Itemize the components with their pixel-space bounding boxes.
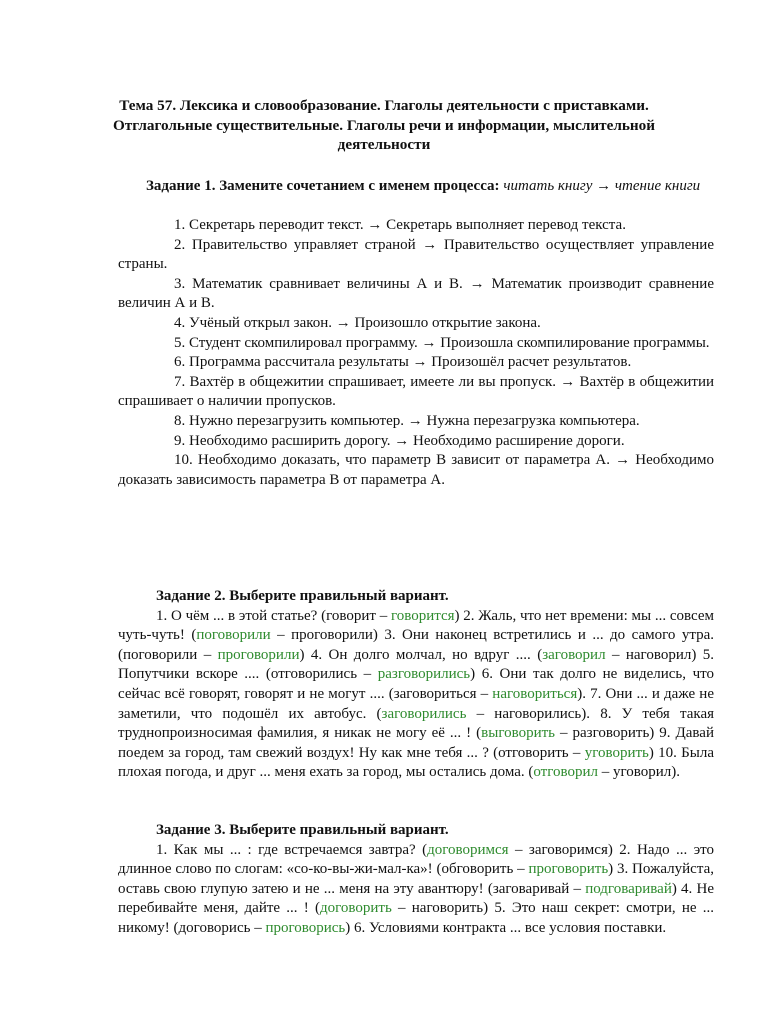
task2-answer: разговорились <box>377 666 471 683</box>
task2-answer: отговорил <box>533 764 599 781</box>
task2-exercise-text <box>118 607 714 783</box>
task3-answer: договорить <box>320 900 392 917</box>
task3-exercise-text <box>118 841 714 939</box>
task2-text-segment: – уговорил). <box>598 764 681 781</box>
task3-answer: проговорись <box>265 919 346 936</box>
task2-answer: наговориться <box>492 685 578 702</box>
task1-heading-line <box>108 177 714 197</box>
task1-item: 10. Необходимо доказать, что параметр В зависит от параметра А. → Необходимо доказать зависимость параметра В от параметра А. <box>118 452 714 488</box>
task2-text-segment: 1. О чём ... в этой статье? (говорит – <box>156 607 391 624</box>
task1-item: 3. Математик сравнивает величины А и В. → Математик производит сравнение величин А и В. <box>118 275 714 312</box>
task2-text-segment: ) 10. Была плохая погода, и друг ... меня ехать за город, мы остались дома. ( <box>118 744 714 781</box>
task2-block <box>118 587 714 783</box>
task3-heading <box>118 821 714 841</box>
task1-item: 6. Программа рассчитала результаты → Произошёл расчет результатов. <box>174 354 632 371</box>
task1-example: читать книгу → чтение книги <box>503 178 701 194</box>
task2-heading <box>118 587 714 607</box>
task3-answer: договоримся <box>427 841 509 858</box>
task2-text-segment: – проговорили) 3. Они наконец встретились и ... до самого утра. (поговорили – <box>118 627 714 663</box>
task3-text-segment: – заговоримся) 2. Надо ... это длинное слово по слогам: «со-ко-вы-жи-мал-ка»! (обговорить – <box>118 841 714 878</box>
task2-text-segment: – наговорил) 5. Попутчики вскоре .... (отговорились – <box>118 646 714 683</box>
task1-item: 1. Секретарь переводит текст. → Секретарь выполняет перевод текста. <box>174 217 626 233</box>
task1-block <box>108 177 714 197</box>
task3-block <box>118 821 714 939</box>
task2-text-segment: ) 4. Он долго молчал, но вдруг .... ( <box>299 646 543 663</box>
task1-item: 4. Учёный открыл закон. → Произошло открытие закона. <box>174 314 541 331</box>
task1-item: 9. Необходимо расширить дорогу. → Необходимо расширение дороги. <box>174 432 625 449</box>
task2-answer: говорится <box>390 607 455 624</box>
task2-answer: проговорили <box>217 646 300 663</box>
task2-answer: уговорить <box>584 744 649 761</box>
task2-answer: поговорили <box>196 627 271 644</box>
task1-list <box>118 216 714 490</box>
task2-text-segment: – наговорились). 8. У тебя такая труднопроизносимая фамилия, я никак не могу её ... ! ( <box>118 705 714 742</box>
task2-text-segment: – разговорить) 9. Давай поедем за город, там свежий воздух! Ну как мне тебя ... ? (отговорить – <box>118 725 714 761</box>
task2-text-segment: ) 6. Они так долго не виделись, что сейчас всё говорят, говорят и не могут .... (заговориться – <box>118 666 714 702</box>
task2-heading-text: Задание 2. Выберите правильный вариант. <box>156 588 449 604</box>
task3-text-segment: 1. Как мы ... : где встречаемся завтра? ( <box>156 841 428 858</box>
task2-text-segment: ). 7. Они ... и даже не заметили, что подошёл их автобус. ( <box>118 685 714 722</box>
task3-text-segment: – наговорить) 5. Это наш секрет: смотри, не ... никому! (договорись – <box>118 900 714 936</box>
task1-item: 2. Правительство управляет страной → Правительство осуществляет управление страны. <box>118 236 714 273</box>
task1-item: 7. Вахтёр в общежитии спрашивает, имеете ли вы пропуск. → Вахтёр в общежитии спрашивает о наличии пропусков. <box>118 373 714 410</box>
task1-heading: Задание 1. Замените сочетанием с именем процесса: <box>146 178 500 194</box>
page-title: Тема 57. Лексика и словообразование. Глаголы деятельности с приставками. Отглагольные существительные. Глаголы речи и информации, мыслительной деятельности <box>112 97 656 153</box>
task3-answer: подговаривай <box>585 880 672 897</box>
task2-answer: заговорил <box>542 646 606 663</box>
task3-text-segment: ) 6. Условиями контракта ... все условия поставки. <box>345 919 667 936</box>
task1-item: 5. Студент скомпилировал программу. → Произошла скомпилирование программы. <box>174 334 710 351</box>
task3-text-segment: ) 4. Не перебивайте меня, дайте ... ! ( <box>118 880 714 917</box>
task2-text-segment: ) 2. Жаль, что нет времени: мы ... совсем чуть-чуть! ( <box>118 607 714 644</box>
task3-text-segment: ) 3. Пожалуйста, оставь свою глупую затею и не ... меня на эту авантюру! (заговаривай – <box>118 861 714 897</box>
task2-answer: заговорились <box>381 705 467 722</box>
task3-answer: проговорить <box>528 861 609 878</box>
task1-item: 8. Нужно перезагрузить компьютер. → Нужна перезагрузка компьютера. <box>174 412 640 429</box>
task3-heading-text: Задание 3. Выберите правильный вариант. <box>156 822 449 838</box>
task2-answer: выговорить <box>481 725 556 742</box>
